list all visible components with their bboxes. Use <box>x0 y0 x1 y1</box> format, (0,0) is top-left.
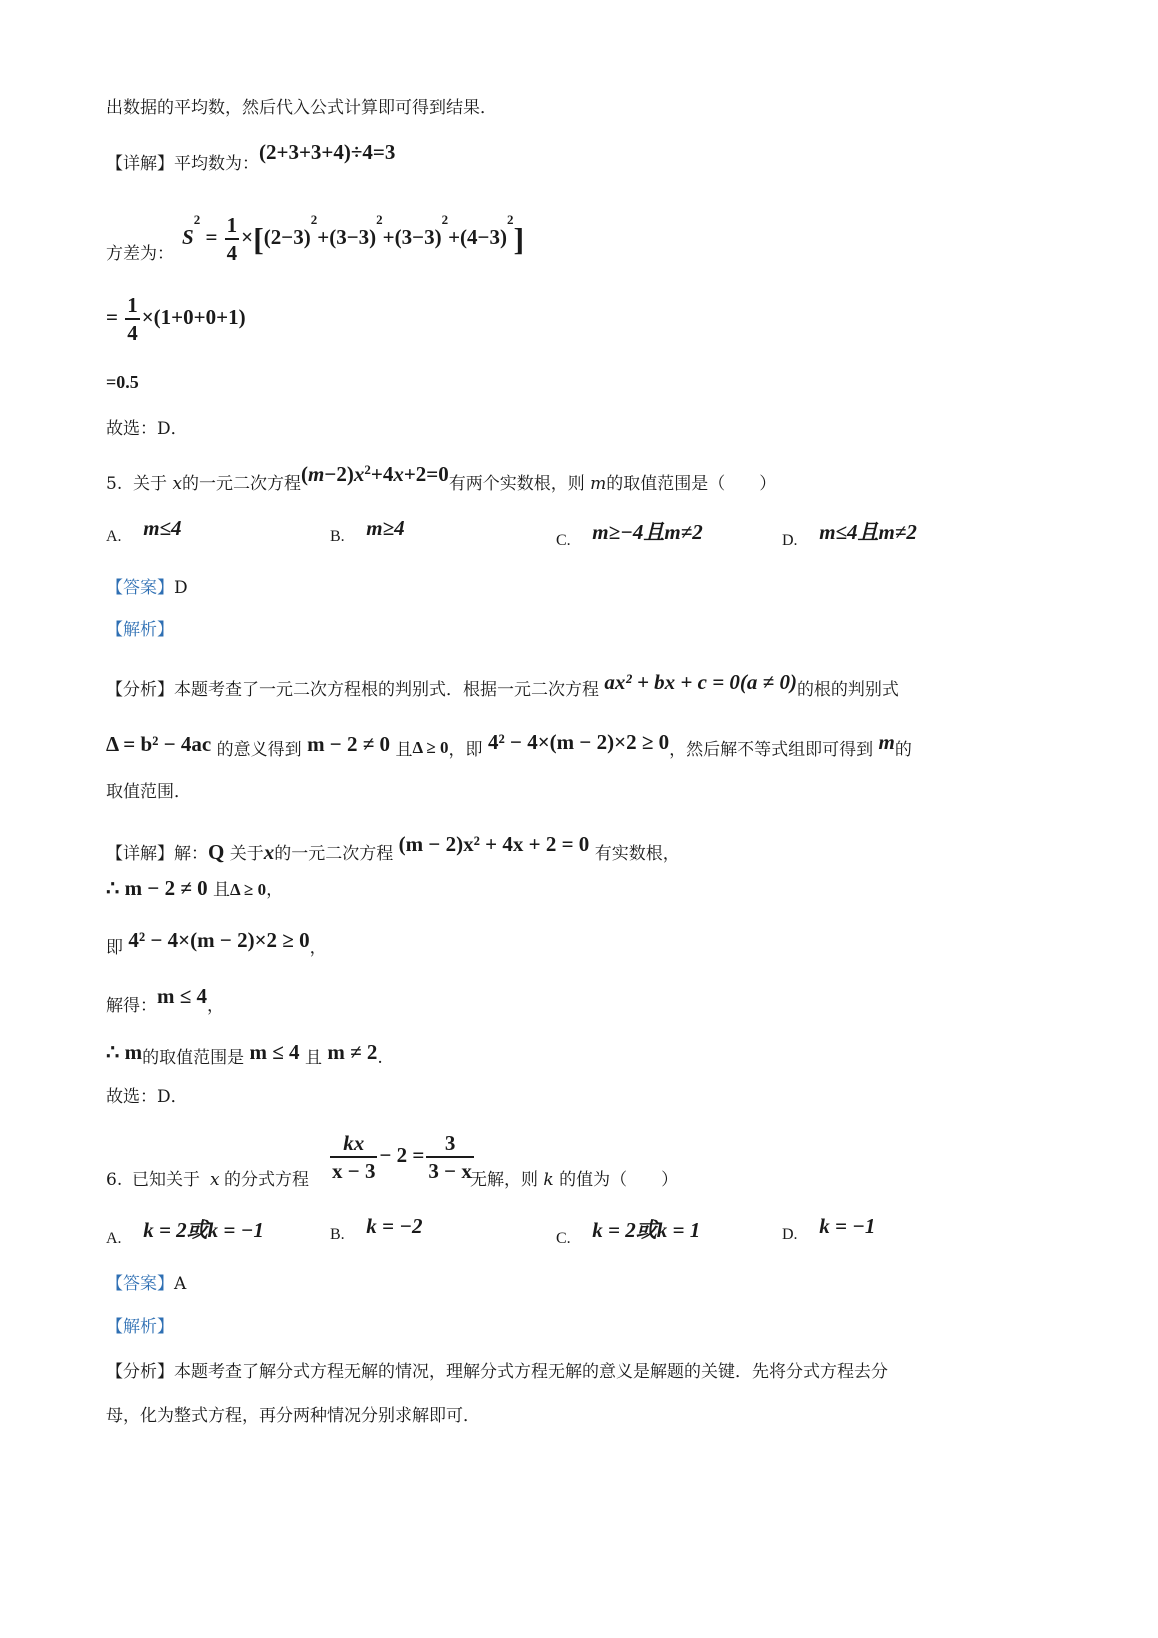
q5-option-a[interactable]: A. m≤4 <box>106 516 182 545</box>
q5-step-1-a: ∴ m − 2 ≠ 0 <box>106 876 208 900</box>
q6-text-c: 无解，则 <box>470 1170 538 1190</box>
q5-detail-d: x <box>263 840 275 864</box>
q5-analysis-1-text: 【分析】本题考查了一元二次方程根的判别式．根据一元二次方程 <box>106 680 599 700</box>
q5-analysis-2-c: m − 2 ≠ 0 <box>307 732 391 756</box>
q6-var-x: x <box>210 1170 220 1190</box>
q5-step-1-c: Δ ≥ 0 <box>230 880 267 899</box>
q6-equation <box>328 1130 476 1184</box>
variance-step2: = $\frac{1}{4}$ ×(1+0+0+1) <box>106 293 246 345</box>
intro-line: 出数据的平均数，然后代入公式计算即可得到结果． <box>106 98 497 118</box>
q5-analysis-tag: 【解析】 <box>106 620 174 640</box>
q5-detail <box>106 832 680 866</box>
q5-answer-value: D <box>174 578 188 598</box>
because-symbol: Q <box>208 840 225 864</box>
q5-analysis-2-e: Δ ≥ 0 <box>412 738 449 757</box>
variance-expr: $S^2$ = $\frac{1}{4}$ $\times[(2-3)^2+(3-3)^2+(3-3)^2+(4-3)^2]$ <box>182 212 525 265</box>
q5-analysis-2 <box>106 730 912 762</box>
q5-answer <box>106 576 188 600</box>
q6-text-a: 已知关于 <box>132 1170 200 1190</box>
q5-step-1-d: ， <box>266 880 284 900</box>
q5-text-c: 有两个实数根，则 <box>448 474 585 494</box>
q6-frac1-num: kx <box>330 1130 377 1158</box>
q5-step-1-b: 且 <box>213 880 231 900</box>
q5-step-4 <box>106 1040 383 1070</box>
q5-analysis-2-h: ，然后解不等式组即可得到 <box>669 740 874 760</box>
variance-result: =0.5 <box>106 372 139 392</box>
q5-choose: 故选：D． <box>106 1087 188 1107</box>
q6-tail <box>470 1168 678 1192</box>
q6-answer-value: A <box>174 1274 187 1294</box>
q6-frac1-den: x − 3 <box>332 1159 376 1183</box>
q5-answer-tag: 【答案】 <box>106 578 174 598</box>
q5-step-2-a: 即 <box>106 938 123 958</box>
q6-number: 6. <box>106 1170 123 1190</box>
q5-number: 5. <box>106 474 123 494</box>
q5-step-2 <box>106 928 327 960</box>
q6-option-c[interactable]: C. k = 2或k = 1 <box>556 1218 701 1247</box>
q6-frac2-den: 3 − x <box>428 1159 472 1183</box>
q5-step-2-c: ， <box>309 938 327 958</box>
q6-option-a[interactable]: A. k = 2或k = −1 <box>106 1218 264 1247</box>
variance-label: 方差为： <box>106 244 174 264</box>
q5-var-m: m <box>590 474 607 494</box>
q5-text-b: 的一元二次方程 <box>182 474 302 494</box>
q6-frac2-num: 3 <box>426 1130 473 1158</box>
q5-step-4-a: ∴ m <box>106 1040 143 1064</box>
detail-label: 【详解】平均数为： <box>106 154 259 174</box>
q5-detail-c: 关于 <box>229 844 264 864</box>
q5-step-4-c: 取值范围是 <box>159 1048 245 1068</box>
q5-step-3 <box>106 984 225 1018</box>
q5-option-b[interactable]: B. m≥4 <box>330 516 405 545</box>
q5-step-4-g: . <box>377 1048 383 1068</box>
q5-var-x: x <box>172 474 183 494</box>
mean-formula: (2+3+3+4)÷4=3 <box>259 140 396 164</box>
q5-analysis-2-j: 的 <box>894 740 912 760</box>
q5-detail-a: 【详解】解： <box>106 844 208 864</box>
q5-step-4-e: 且 <box>304 1048 322 1068</box>
q5-analysis-3: 取值范围． <box>106 782 191 802</box>
q6-analysis-2: 母，化为整式方程，再分两种情况分别求解即可． <box>106 1406 480 1426</box>
q5-detail-e: 的一元二次方程 <box>274 844 394 864</box>
q5-text-d: 的取值范围是（ ） <box>606 474 777 494</box>
q5-option-d[interactable]: D. m≤4且m≠2 <box>782 520 917 549</box>
q6-option-b[interactable]: B. k = −2 <box>330 1214 423 1243</box>
q5-step-2-b: 4² − 4×(m − 2)×2 ≥ 0 <box>128 928 310 952</box>
q5-analysis-1-formula: ax² + bx + c = 0(a ≠ 0) <box>604 670 797 694</box>
variance-step2-tail: ×(1+0+0+1) <box>141 304 246 329</box>
q5-text-a: 关于 <box>133 474 168 494</box>
q5-step-3-a: 解得： <box>106 996 157 1016</box>
q5-step-3-c: ， <box>207 996 225 1016</box>
q6-answer <box>106 1272 186 1296</box>
q5-detail-f: (m − 2)x² + 4x + 2 = 0 <box>398 832 590 856</box>
q5-analysis-1-tail: 的根的判别式 <box>796 680 899 700</box>
q5-step-4-d: m ≤ 4 <box>249 1040 300 1064</box>
detail-mean <box>106 140 396 176</box>
q5-analysis-2-i: m <box>878 730 895 754</box>
q6-var-k: k <box>543 1170 554 1190</box>
q5-analysis-2-a: Δ = b² − 4ac <box>106 732 212 756</box>
q6-mid: − 2 = <box>379 1142 425 1167</box>
q5-analysis-2-d: 且 <box>395 740 413 760</box>
q6-text-d: 的值为（ ） <box>559 1170 679 1190</box>
question-5 <box>106 462 777 496</box>
q5-equation: $(m-2)x^2+4x+2=0$ <box>301 462 449 486</box>
q5-analysis-2-f: ，即 <box>448 740 483 760</box>
q6-analysis-1: 【分析】本题考查了解分式方程无解的情况，理解分式方程无解的意义是解题的关键．先将分式方程去分 <box>106 1362 888 1382</box>
q6-answer-tag: 【答案】 <box>106 1274 174 1294</box>
q5-analysis-1 <box>106 670 899 702</box>
q6-analysis-tag: 【解析】 <box>106 1317 174 1337</box>
q5-step-4-b: 的 <box>142 1048 160 1068</box>
q5-analysis-2-b: 的意义得到 <box>216 740 302 760</box>
q5-step-4-f: m ≠ 2 <box>327 1040 378 1064</box>
q5-detail-g: 有实数根， <box>594 844 680 864</box>
choose-1: 故选：D． <box>106 419 188 439</box>
q5-step-3-b: m ≤ 4 <box>157 984 208 1008</box>
q6-option-d[interactable]: D. k = −1 <box>782 1214 876 1243</box>
q5-option-c[interactable]: C. m≥−4且m≠2 <box>556 520 703 549</box>
q5-analysis-2-g: 4² − 4×(m − 2)×2 ≥ 0 <box>487 730 670 754</box>
q5-step-1 <box>106 876 283 902</box>
q6-text-b: 的分式方程 <box>224 1170 309 1190</box>
